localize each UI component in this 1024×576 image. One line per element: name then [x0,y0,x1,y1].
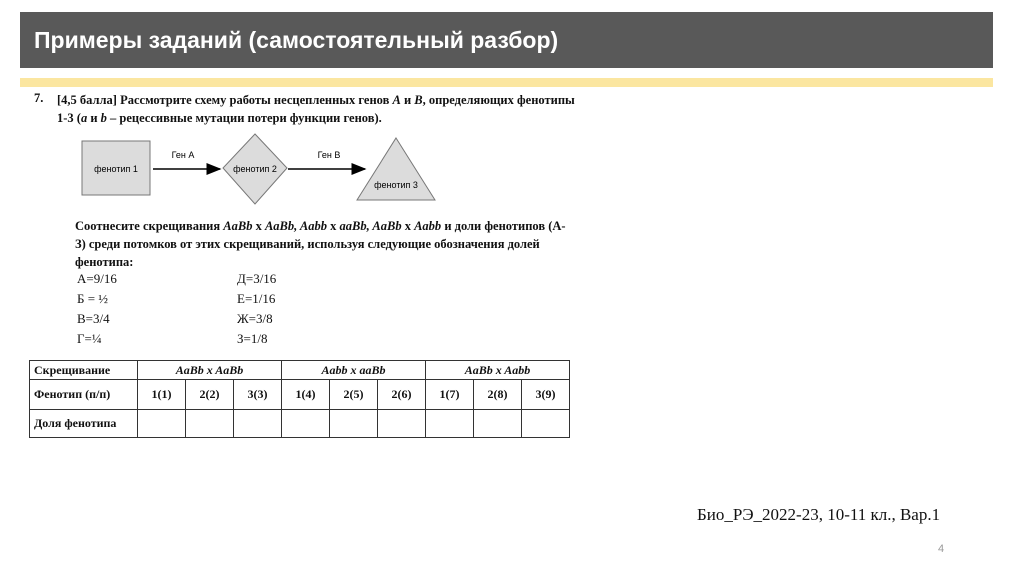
table-row-fractions [30,410,570,438]
phenotype-cell: 1(7) [426,380,474,410]
fraction-cell[interactable] [234,410,282,438]
option-v: В=3/4 [77,311,110,326]
phenotype-cell: 2(6) [378,380,426,410]
option-g: Г=¼ [77,331,102,346]
fraction-cell[interactable] [426,410,474,438]
option-e: Е=1/16 [237,291,276,306]
fraction-cell[interactable] [282,410,330,438]
option-a: А=9/16 [77,271,117,286]
phenotype-cell: 2(5) [330,380,378,410]
page-number: 4 [938,543,945,555]
fraction-cell[interactable] [474,410,522,438]
table-row-crosses [30,361,570,380]
phenotype-cell: 3(3) [234,380,282,410]
answer-table [29,360,570,438]
phenotype3-label: фенотип 3 [374,180,418,190]
task-text: [4,5 балла] Рассмотрите схему работы несцепленных генов A и B, определяющих фенотипы 1-3 (a и b – рецессивные мутации потери функции генов). [57,93,575,125]
gene-scheme-diagram [75,132,455,207]
option-d: Д=3/16 [237,271,277,286]
phenotype-cell: 1(1) [138,380,186,410]
cross-3-header: AaBb x Aabb [426,361,570,380]
phenotype1-label: фенотип 1 [94,164,138,174]
phenotype3-triangle [357,138,435,200]
phenotype-cell: 3(9) [522,380,570,410]
row-label-phenotype: Фенотип (п/п) [30,380,138,410]
cross-1-header: AaBb x AaBb [138,361,282,380]
question-text: Соотнесите скрещивания AaBb x AaBb, Aabb x aaBb, AaBb x Aabb и доли фенотипов (А-З) среди потомков от этих скрещиваний, используя следующие обозначения долей фенотипа: [75,219,566,269]
phenotype-cell: 2(2) [186,380,234,410]
row-label-cross: Скрещивание [30,361,138,380]
fraction-cell[interactable] [186,410,234,438]
task-number: 7. [34,91,44,105]
accent-bar [20,78,993,87]
option-b: Б = ½ [77,291,109,306]
gene-a-label: Ген А [171,150,195,160]
cross-2-header: Aabb x aaBb [282,361,426,380]
slide-header [20,12,993,68]
phenotype-cell: 1(4) [282,380,330,410]
fraction-cell[interactable] [138,410,186,438]
fraction-cell[interactable] [522,410,570,438]
footer-source: Био_РЭ_2022-23, 10-11 кл., Вар.1 [697,505,941,524]
option-zh: Ж=3/8 [237,311,273,326]
slide-title: Примеры заданий (самостоятельный разбор) [34,27,559,53]
phenotype-cell: 2(8) [474,380,522,410]
gene-b-label: Ген В [317,150,341,160]
row-label-fraction: Доля фенотипа [30,410,138,438]
fraction-cell[interactable] [330,410,378,438]
table-row-phenotypes [30,380,570,410]
phenotype2-label: фенотип 2 [233,164,277,174]
option-z: З=1/8 [237,331,268,346]
fraction-cell[interactable] [378,410,426,438]
